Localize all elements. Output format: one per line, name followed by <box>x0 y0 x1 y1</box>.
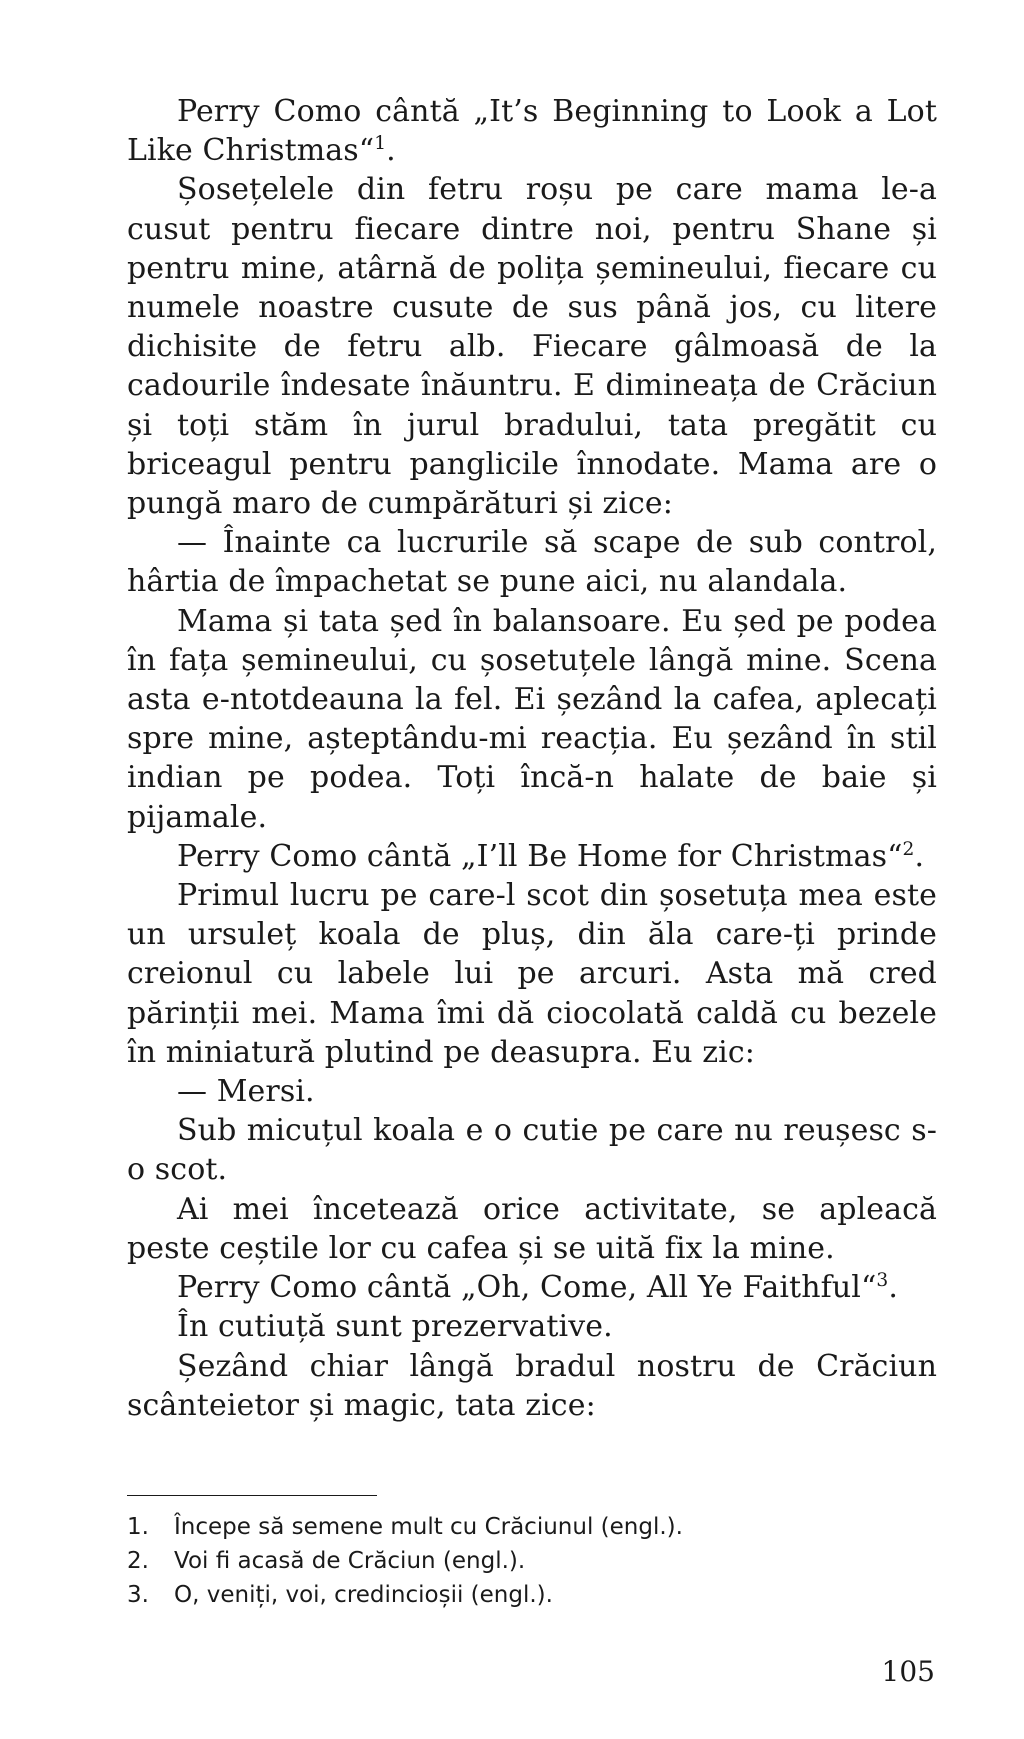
paragraph: Perry Como cântă „I’ll Be Home for Christmas“$^2$. <box>177 838 925 874</box>
paragraph: Mama și tata șed în balansoare. Eu șed pe podea în fața șemineului, cu șosetuțele lângă mine. Scena asta e-ntotdeauna la fel. Ei șezând la cafea, aplecați spre mine, așteptându-mi reacția. Eu șezând în stil indian pe podea. Toți încă-n halate de baie și pijamale. <box>127 603 937 835</box>
paragraph: — Mersi. <box>177 1074 315 1110</box>
footnote-text: Voi fi acasă de Crăciun (engl.). <box>174 1548 526 1574</box>
footnote-3 <box>127 1578 937 1612</box>
footnote-text: Începe să semene mult cu Crăciunul (engl.). <box>174 1514 683 1540</box>
footnote-ref-3: 3 <box>876 1270 889 1292</box>
footnote-text: O, veniți, voi, credincioșii (engl.). <box>174 1582 553 1608</box>
paragraph: Șezând chiar lângă bradul nostru de Crăciun scânteietor și magic, tata zice: <box>127 1348 937 1423</box>
body-text <box>127 92 937 1425</box>
paragraph: Perry Como cântă „Oh, Come, All Ye Faithful“$^3$. <box>177 1270 898 1306</box>
paragraph: Perry Como cântă „It’s Beginning to Look a Lot Like Christmas“$^1$. <box>127 94 937 169</box>
footnote-divider <box>127 1495 377 1496</box>
paragraph: Primul lucru pe care-l scot din șosetuța mea este un ursuleț koala de pluș, din ăla care-ți prinde creionul cu labele lui pe arcuri. Asta mă cred părinții mei. Mama îmi dă ciocolată caldă cu bezele în miniatură plutind pe deasupra. Eu zic: <box>127 878 937 1070</box>
footnote-1 <box>127 1510 937 1544</box>
footnote-ref-2: 2 <box>902 838 915 860</box>
footnote-2 <box>127 1544 937 1578</box>
footnote-number: 3. <box>127 1582 149 1608</box>
footnotes <box>127 1510 937 1612</box>
paragraph: — Înainte ca lucrurile să scape de sub control, hârtia de împachetat se pune aici, nu alandala. <box>127 525 937 600</box>
paragraph: În cutiuță sunt prezervative. <box>177 1309 613 1345</box>
page-number: 105 <box>881 1655 935 1688</box>
footnote-number: 1. <box>127 1514 149 1540</box>
paragraph: Ai mei încetează orice activitate, se apleacă peste ceștile lor cu cafea și se uită fix la mine. <box>127 1191 937 1266</box>
paragraph: Șosețelele din fetru roșu pe care mama le-a cusut pentru fiecare dintre noi, pentru Shane și pentru mine, atârnă de polița șemineului, fiecare cu numele noastre cusute de sus până jos, cu litere dichisite de fetru alb. Fiecare gâlmoasă de la cadourile îndesate înăuntru. E dimineața de Crăciun și toți stăm în jurul bradului, tata pregătit cu briceagul pentru panglicile înnodate. Mama are o pungă maro de cumpărături și zice: <box>127 172 937 522</box>
paragraph: Sub micuțul koala e o cutie pe care nu reușesc s-o scot. <box>127 1113 937 1188</box>
footnote-ref-1: 1 <box>374 133 387 155</box>
footnote-number: 2. <box>127 1548 149 1574</box>
